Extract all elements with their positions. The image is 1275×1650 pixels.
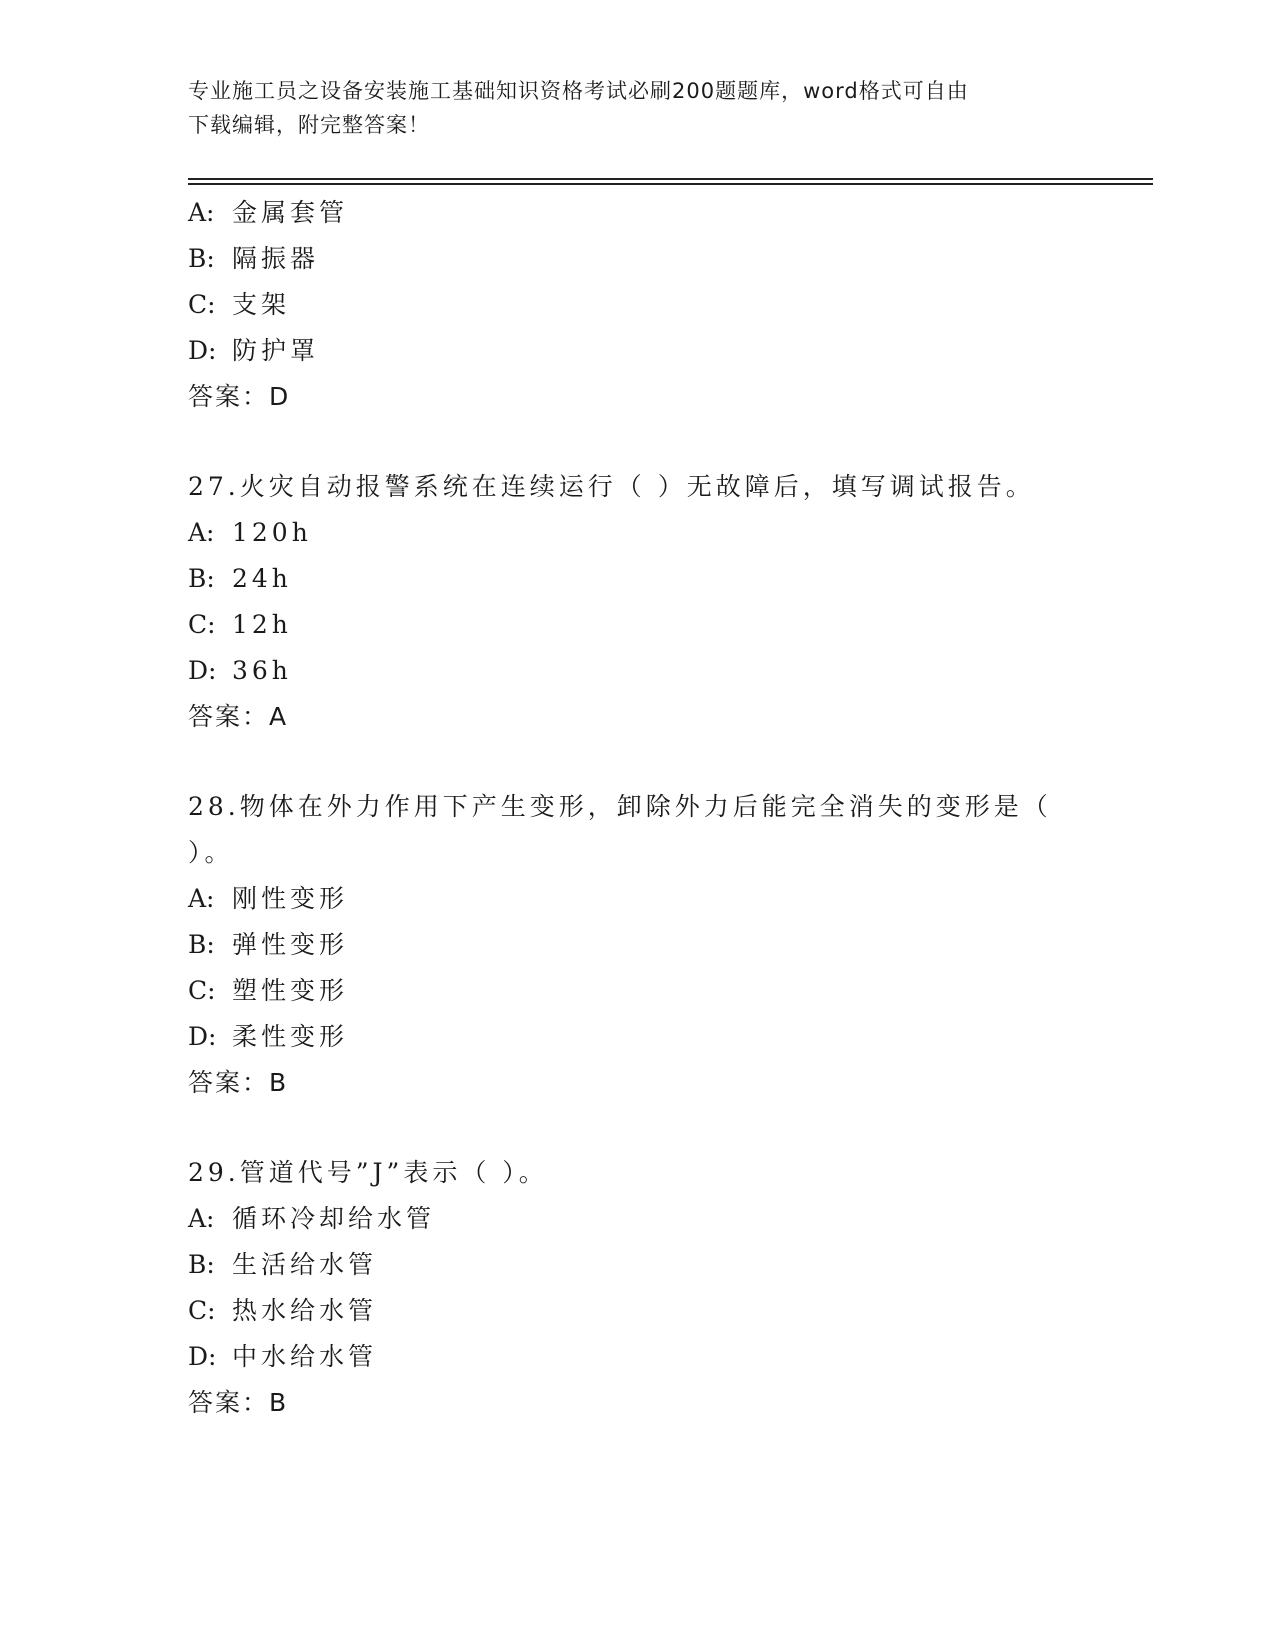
option-d bbox=[188, 1334, 1088, 1380]
option-c bbox=[188, 282, 1088, 328]
question-text-continued: ）。 bbox=[188, 838, 234, 867]
option-key: D: bbox=[188, 336, 217, 365]
option-b bbox=[188, 922, 1088, 968]
option-d bbox=[188, 328, 1088, 374]
answer-line: 答案：A bbox=[188, 702, 289, 731]
header-divider-bottom bbox=[188, 183, 1153, 185]
option-key: D: bbox=[188, 656, 217, 685]
option-key: C: bbox=[188, 1296, 216, 1325]
option-b bbox=[188, 236, 1088, 282]
option-text: 中水给水管 bbox=[232, 1342, 378, 1371]
option-text: 循环冷却给水管 bbox=[232, 1204, 436, 1233]
option-d bbox=[188, 648, 1088, 694]
option-text: 12h bbox=[232, 610, 292, 639]
question-list bbox=[188, 190, 1088, 1426]
question-text: 27.火灾自动报警系统在连续运行（ ）无故障后，填写调试报告。 bbox=[188, 472, 1035, 501]
option-a bbox=[188, 510, 1088, 556]
option-text: 刚性变形 bbox=[232, 884, 349, 913]
option-b bbox=[188, 1242, 1088, 1288]
option-key: A: bbox=[188, 884, 215, 913]
option-key: A: bbox=[188, 518, 215, 547]
option-text: 36h bbox=[232, 656, 292, 685]
option-text: 柔性变形 bbox=[232, 1022, 349, 1051]
answer-line: 答案：B bbox=[188, 1068, 289, 1097]
answer-line: 答案：D bbox=[188, 382, 291, 411]
option-text: 防护罩 bbox=[232, 336, 320, 365]
option-c bbox=[188, 602, 1088, 648]
option-text: 24h bbox=[232, 564, 292, 593]
option-a bbox=[188, 190, 1088, 236]
option-text: 弹性变形 bbox=[232, 930, 349, 959]
option-c bbox=[188, 1288, 1088, 1334]
option-key: A: bbox=[188, 198, 215, 227]
header-line-1: 专业施工员之设备安装施工基础知识资格考试必刷200题题库，word格式可自由 bbox=[188, 79, 969, 103]
option-text: 塑性变形 bbox=[232, 976, 349, 1005]
option-key: A: bbox=[188, 1204, 215, 1233]
question-text: 29.管道代号”J”表示（ ）。 bbox=[188, 1158, 548, 1187]
option-key: C: bbox=[188, 976, 216, 1005]
option-key: C: bbox=[188, 610, 216, 639]
option-key: B: bbox=[188, 1250, 215, 1279]
option-key: D: bbox=[188, 1022, 217, 1051]
option-key: B: bbox=[188, 930, 215, 959]
option-text: 120h bbox=[232, 518, 312, 547]
question-block bbox=[188, 190, 1088, 420]
option-a bbox=[188, 1196, 1088, 1242]
option-text: 隔振器 bbox=[232, 244, 320, 273]
question-block bbox=[188, 784, 1088, 1106]
option-key: B: bbox=[188, 564, 215, 593]
header-line-2: 下载编辑，附完整答案！ bbox=[188, 113, 430, 137]
header-divider-top bbox=[188, 178, 1153, 180]
option-text: 生活给水管 bbox=[232, 1250, 378, 1279]
question-text: 28.物体在外力作用下产生变形，卸除外力后能完全消失的变形是（ bbox=[188, 792, 1052, 821]
option-c bbox=[188, 968, 1088, 1014]
option-text: 金属套管 bbox=[232, 198, 349, 227]
option-b bbox=[188, 556, 1088, 602]
option-text: 支架 bbox=[232, 290, 291, 319]
document-header bbox=[188, 74, 1068, 142]
option-text: 热水给水管 bbox=[232, 1296, 378, 1325]
question-block bbox=[188, 1150, 1088, 1426]
option-key: B: bbox=[188, 244, 215, 273]
option-d bbox=[188, 1014, 1088, 1060]
option-key: D: bbox=[188, 1342, 217, 1371]
question-block bbox=[188, 464, 1088, 740]
answer-line: 答案：B bbox=[188, 1388, 289, 1417]
option-a bbox=[188, 876, 1088, 922]
option-key: C: bbox=[188, 290, 216, 319]
